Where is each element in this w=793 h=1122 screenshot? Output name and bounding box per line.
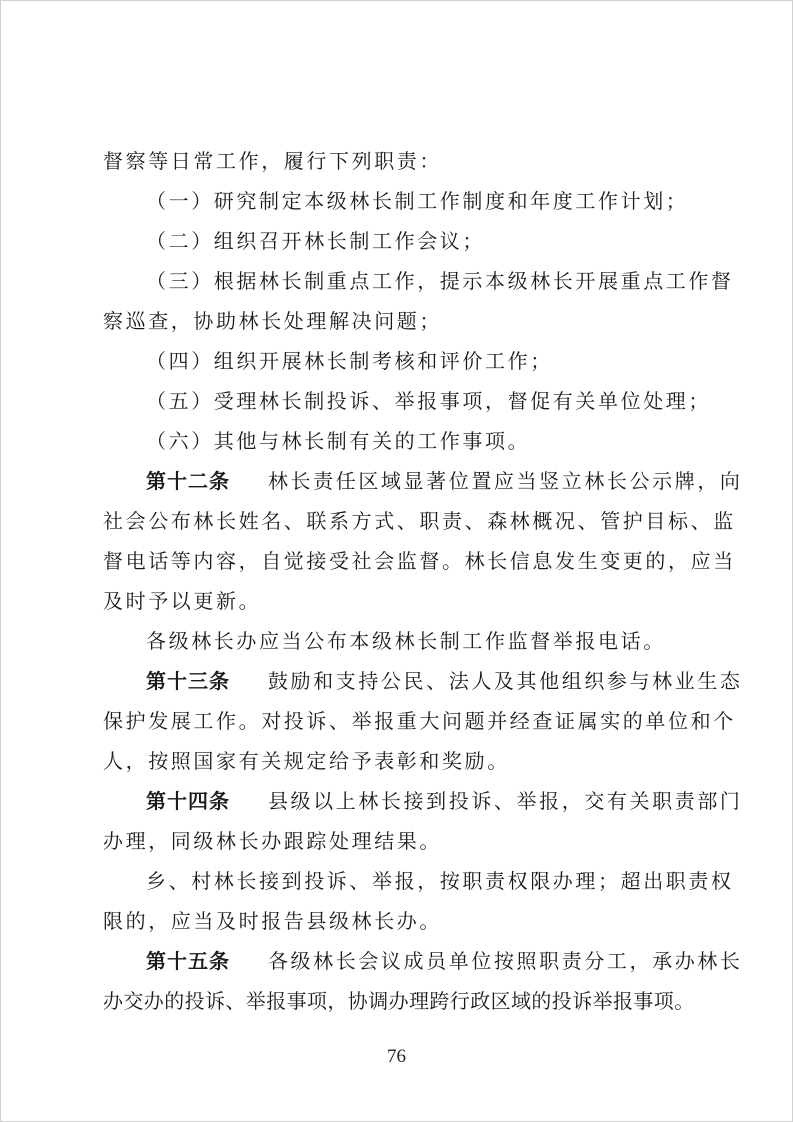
article-15-first-line <box>103 945 743 977</box>
document-body <box>103 145 743 1017</box>
article-text: 县级以上林长接到投诉、举报，交有关职责部门 <box>267 789 743 813</box>
text-line: 办理，同级林长办跟踪处理结果。 <box>103 829 442 853</box>
article-13-first-line <box>103 665 743 697</box>
article-title: 第十二条 <box>146 469 230 493</box>
list-item: （三）根据林长制重点工作，提示本级林长开展重点工作督 <box>146 269 734 293</box>
article-title: 第十五条 <box>146 949 230 973</box>
list-item: （一）研究制定本级林长制工作制度和年度工作计划； <box>146 189 689 213</box>
paragraph: 各级林长办应当公布本级林长制工作监督举报电话。 <box>146 629 666 653</box>
text-line: 乡、村林长接到投诉、举报，按职责权限办理；超出职责权 <box>146 869 734 893</box>
text-line: 人，按照国家有关规定给予表彰和奖励。 <box>103 749 510 773</box>
text-line: 限的，应当及时报告县级林长办。 <box>103 909 442 933</box>
article-title: 第十三条 <box>146 669 230 693</box>
text-line: 办交办的投诉、举报事项，协调办理跨行政区域的投诉举报事项。 <box>103 989 695 1013</box>
list-item: （六）其他与林长制有关的工作事项。 <box>146 429 531 453</box>
list-item: （五）受理林长制投诉、举报事项，督促有关单位处理； <box>146 389 711 413</box>
text-line: 督察等日常工作，履行下列职责： <box>103 149 442 173</box>
article-text: 各级林长会议成员单位按照职责分工，承办林长 <box>267 949 743 973</box>
list-item: （二）组织召开林长制工作会议； <box>146 229 485 253</box>
article-title: 第十四条 <box>146 789 230 813</box>
text-line: 察巡查，协助林长处理解决问题； <box>103 309 442 333</box>
list-item: （四）组织开展林长制考核和评价工作； <box>146 349 553 373</box>
article-12-first-line <box>103 465 743 497</box>
text-line: 及时予以更新。 <box>103 589 262 613</box>
page-number: 76 <box>387 1046 406 1067</box>
text-line: 督电话等内容，自觉接受社会监督。林长信息发生变更的，应当 <box>103 549 736 573</box>
article-14-first-line <box>103 785 743 817</box>
article-text: 林长责任区域显著位置应当竖立林长公示牌，向 <box>267 469 743 493</box>
article-text: 鼓励和支持公民、法人及其他组织参与林业生态 <box>267 669 743 693</box>
text-line: 保护发展工作。对投诉、举报重大问题并经查证属实的单位和个 <box>103 709 736 733</box>
text-line: 社会公布林长姓名、联系方式、职责、森林概况、管护目标、监 <box>103 509 736 533</box>
